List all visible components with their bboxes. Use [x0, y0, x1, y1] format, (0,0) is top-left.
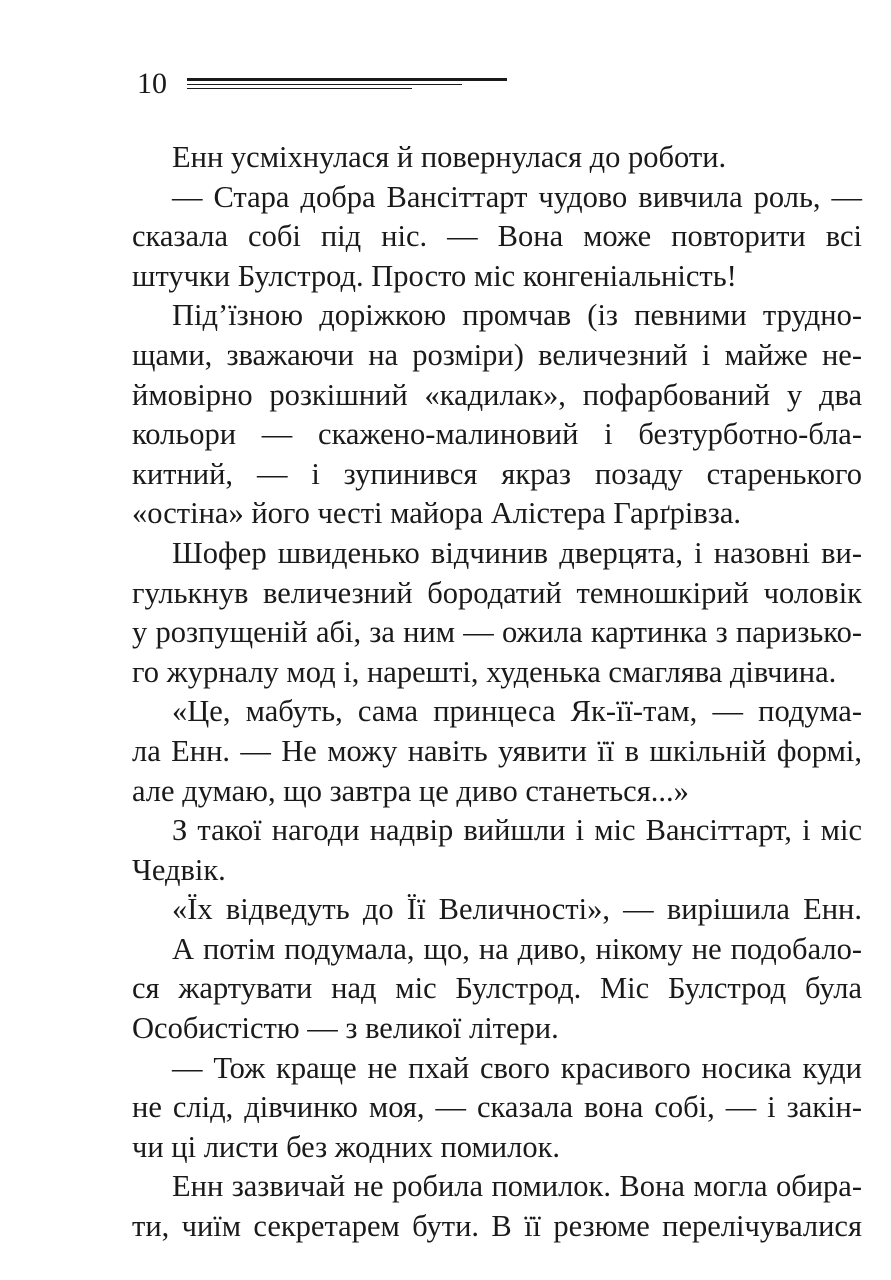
text-line: Енн усміхнулася й повернулася до роботи. — [172, 140, 727, 174]
text-line: китний, — і зупинився якраз позаду старенького — [132, 456, 862, 491]
text-line: Під’їзною доріжкою промчав (із певними трудно- — [172, 298, 862, 333]
text-line: — Тож краще не пхай свого красивого носика куди — [172, 1050, 862, 1085]
header-rule — [187, 84, 462, 85]
text-line: штучки Булстрод. Просто міс конгеніальність! — [132, 258, 737, 293]
header-rule — [187, 78, 507, 81]
text-line: ти, чиїм секретарем бути. В її резюме перелічувалися — [132, 1209, 862, 1244]
text-line: З такої нагоди надвір вийшли і міс Вансіттарт, і міс — [172, 813, 862, 848]
page-number: 10 — [137, 67, 167, 100]
text-line: Чедвік. — [132, 852, 226, 887]
text-line: щами, зважаючи на розміри) величезний і майже не- — [132, 337, 862, 372]
text-line: Енн зазвичай не робила помилок. Вона могла обира- — [172, 1169, 862, 1204]
text-line: Шофер швиденько відчинив дверцята, і назовні ви- — [172, 535, 862, 570]
text-line: сказала собі під ніс. — Вона може повторити всі — [132, 219, 862, 254]
text-line: не слід, дівчинко моя, — сказала вона собі, — і закін- — [132, 1090, 862, 1125]
text-line: але думаю, що завтра це диво станеться...» — [132, 773, 689, 808]
text-line: ла Енн. — Не можу навіть уявити її в шкільній формі, — [132, 733, 862, 768]
text-line: гулькнув величезний бородатий темношкірий чоловік — [132, 575, 862, 610]
text-line: у розпущеній абі, за ним — ожила картинка з паризько- — [132, 615, 862, 650]
text-line: «остіна» його честі майора Алістера Гарґрівза. — [132, 496, 741, 531]
page-header — [137, 66, 517, 106]
header-rule — [187, 88, 412, 89]
text-line: «Це, мабуть, сама принцеса Як-її-там, — подума- — [172, 694, 862, 729]
text-line: го журналу мод і, нарешті, худенька смаглява дівчина. — [132, 654, 837, 689]
text-line: ймовірно розкішний «кадилак», пофарбований у два — [132, 377, 862, 412]
body-text — [132, 138, 862, 1247]
text-line: чи ці листи без жодних помилок. — [132, 1129, 561, 1164]
text-line: «Їх відведуть до Її Величності», — вирішила Енн. — [172, 892, 862, 927]
text-line: Особистістю — з великої літери. — [132, 1011, 559, 1046]
text-line: — Стара добра Вансіттарт чудово вивчила роль, — — [172, 179, 862, 214]
text-line: кольори — скажено-малиновий і безтурботно-бла- — [132, 417, 862, 452]
text-line: А потім подумала, що, на диво, нікому не подобало- — [172, 931, 862, 966]
text-line: ся жартувати над міс Булстрод. Міс Булстрод була — [132, 971, 862, 1006]
